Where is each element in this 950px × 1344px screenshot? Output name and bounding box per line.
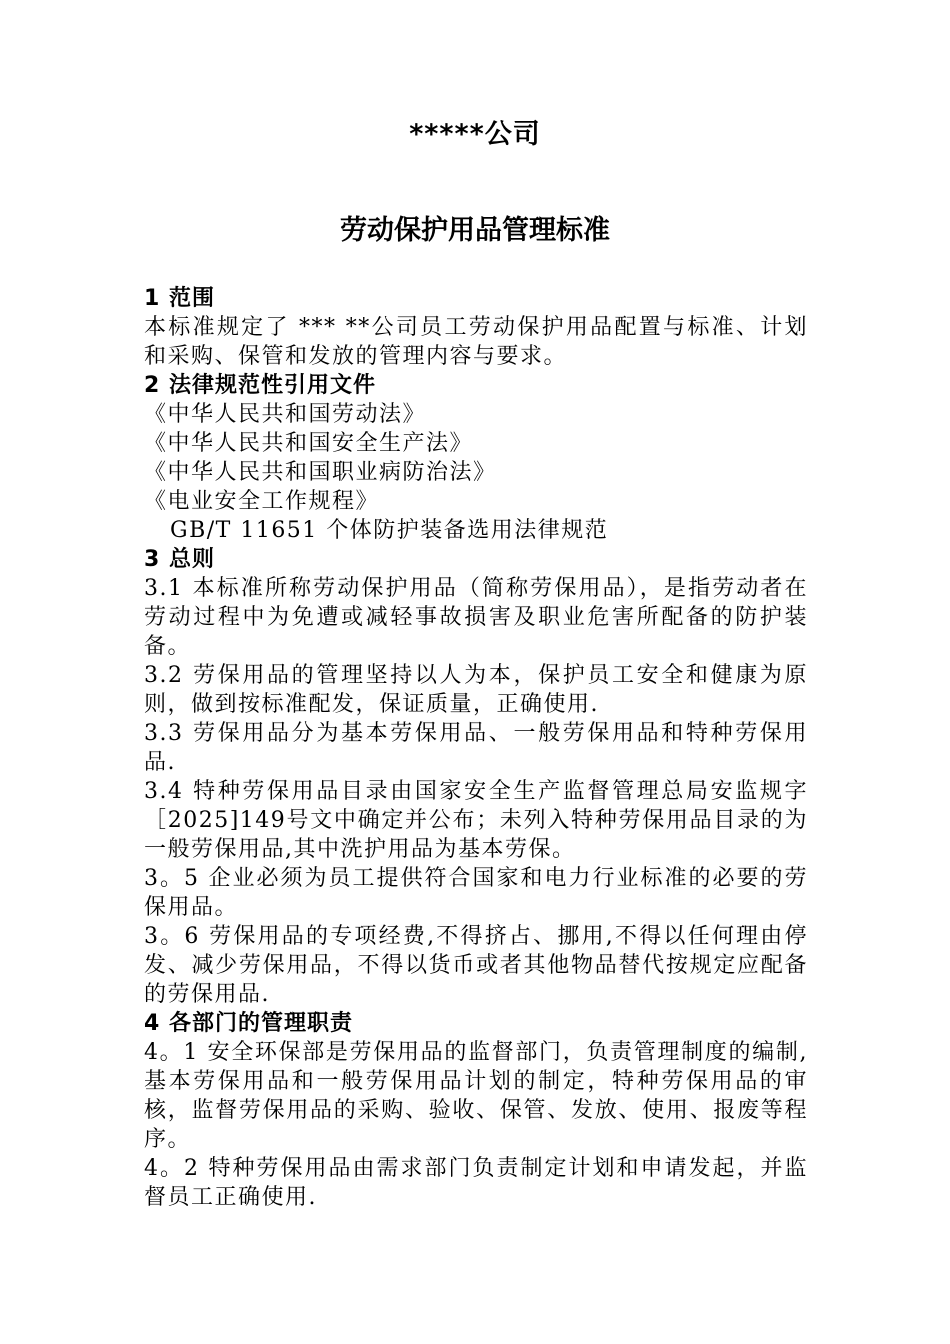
- reference-item: GB/T 11651 个体防护装备选用法律规范: [170, 518, 609, 543]
- reference-item: 《电业安全工作规程》: [144, 489, 380, 514]
- paragraph: 3.2 劳保用品的管理坚持以人为本，保护员工安全和健康为原则，做到按标准配发，保证质量，正确使用.: [144, 663, 808, 717]
- paragraph: 3.4 特种劳保用品目录由国家安全生产监督管理总局安监规字［2025]149号文中确定并公布；未列入特种劳保用品目录的为一般劳保用品,其中洗护用品为基本劳保。: [144, 779, 808, 862]
- document-title: 劳动保护用品管理标准: [340, 215, 610, 246]
- reference-item: 《中华人民共和国劳动法》: [144, 402, 427, 427]
- section-heading: 4 各部门的管理职责: [144, 1011, 353, 1036]
- company-name: *****公司: [409, 119, 541, 150]
- paragraph: 3。5 企业必须为员工提供符合国家和电力行业标准的必要的劳保用品。: [144, 866, 808, 920]
- section-heading: 3 总则: [144, 547, 215, 572]
- document-body: [144, 284, 808, 1212]
- reference-item: 《中华人民共和国安全生产法》: [144, 431, 474, 456]
- section-heading: 2 法律规范性引用文件: [144, 373, 376, 398]
- paragraph: 3。6 劳保用品的专项经费,不得挤占、挪用,不得以任何理由停发、减少劳保用品，不得以货币或者其他物品替代按规定应配备的劳保用品.: [144, 924, 808, 1007]
- paragraph: 4。2 特种劳保用品由需求部门负责制定计划和申请发起，并监督员工正确使用.: [144, 1156, 808, 1210]
- paragraph: 3.3 劳保用品分为基本劳保用品、一般劳保用品和特种劳保用品.: [144, 721, 808, 775]
- reference-item: 《中华人民共和国职业病防治法》: [144, 460, 497, 485]
- paragraph: 本标准规定了 *** **公司员工劳动保护用品配置与标准、计划和采购、保管和发放的管理内容与要求。: [144, 315, 808, 369]
- section-heading: 1 范围: [144, 286, 215, 311]
- paragraph: 4。1 安全环保部是劳保用品的监督部门，负责管理制度的编制,基本劳保用品和一般劳保用品计划的制定，特种劳保用品的审核，监督劳保用品的采购、验收、保管、发放、使用、报废等程序。: [144, 1040, 808, 1152]
- paragraph: 3.1 本标准所称劳动保护用品（简称劳保用品），是指劳动者在劳动过程中为免遭或减轻事故损害及职业危害所配备的防护装备。: [144, 576, 808, 659]
